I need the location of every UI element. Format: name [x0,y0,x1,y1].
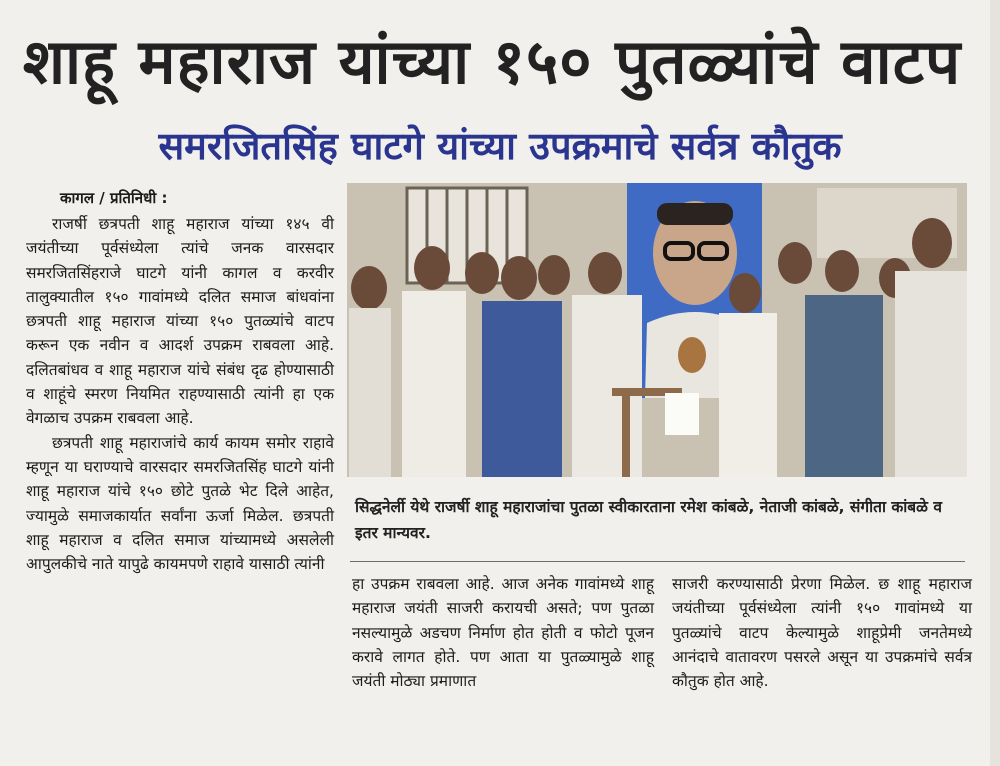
news-photo [347,183,967,477]
column-1-paragraph-1: राजर्षी छत्रपती शाहू महाराज यांच्या १४५ वी जयंतीच्या पूर्वसंध्येला त्यांचे जनक वारसदार समरजितसिंहराजे घाटगे यांनी कागल व करवीर तालुक्यातील १५० गावांमध्ये दलित समाज बांधवांना छत्रपती शाहू महाराज यांच्या १५० पुतळ्यांचे वाटप करून एक नवीन व आदर्श उपक्रम राबवला आहे. दलितबांधव व शाहू महाराज यांचे संबंध दृढ होण्यासाठी व शाहूंचे स्मरण नियमित राहण्यासाठी त्यांनी हा एक वेगळाच उपक्रम राबवला आहे. [26,215,334,428]
article-column-1 [26,212,334,576]
subheadline: समरजितसिंह घाटगे यांच्या उपक्रमाचे सर्वत्र कौतुक [158,124,842,168]
column-3-text: साजरी करण्यासाठी प्रेरणा मिळेल. छ शाहू महाराज जयंतीच्या पूर्वसंध्येला त्यांनी १५० गावांमध्ये या पुतळ्यांचे वाटप केल्यामुळे शाहूप्रेमी जनतेमध्ये आनंदाचे वातावरण पसरले असून या उपक्रमांचे सर्वत्र कौतुक होत आहे. [672,575,972,691]
section-divider [350,561,965,562]
headline: शाहू महाराज यांच्या १५० पुतळ्यांचे वाटप [22,25,962,98]
dateline: कागल / प्रतिनिधी : [60,189,168,207]
page-edge [990,0,1000,766]
article-column-2 [352,572,654,693]
column-2-text: हा उपक्रम राबवला आहे. आज अनेक गावांमध्ये शाहू महाराज जयंती साजरी करायची असते; पण पुतळा नसल्यामुळे अडचण निर्माण होत होती व फोटो पूजन करावे लागत होते. पण आता या पुतळ्यामुळे शाहू जयंती मोठ्या प्रमाणात [352,575,654,691]
photo-illustration [347,183,967,477]
article-column-3 [672,572,972,693]
column-1-paragraph-2: छत्रपती शाहू महाराजांचे कार्य कायम समोर राहावे म्हणून या घराण्याचे वारसदार समरजितसिंह घाटगे यांनी शाहू महाराज यांचे १५० छोटे पुतळे भेट दिले आहेत, ज्यामुळे समाजकार्यात सर्वांना ऊर्जा मिळेल. छत्रपती शाहू महाराज व दलित समाज यांच्यामध्ये असलेली आपुलकीचे नाते यापुढे कायमपणे राहावे यासाठी त्यांनी [26,433,334,574]
photo-caption: सिद्धनेर्ली येथे राजर्षी शाहू महाराजांचा पुतळा स्वीकारताना रमेश कांबळे, नेताजी कांबळे, संगीता कांबळे व इतर मान्यवर. [355,498,942,542]
